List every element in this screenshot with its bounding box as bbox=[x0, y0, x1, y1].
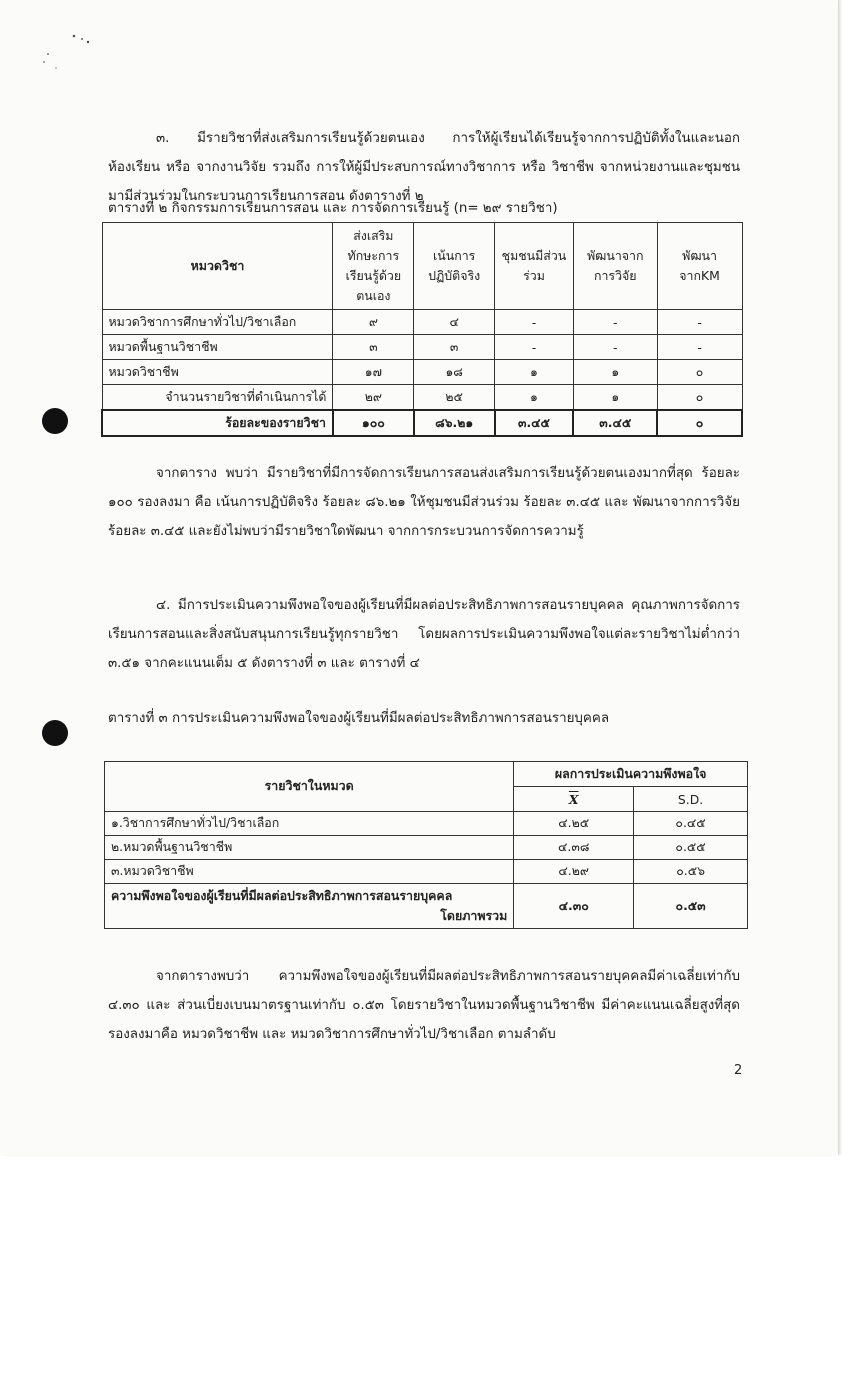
row-label: ๑.วิชาการศึกษาทั่วไป/วิชาเลือก bbox=[105, 812, 514, 836]
table-row bbox=[105, 836, 748, 860]
header-self-learning: ส่งเสริมทักษะการเรียนรู้ด้วยตนเอง bbox=[333, 223, 414, 310]
table-cell: ๑ bbox=[495, 360, 574, 385]
table-cell: ๙ bbox=[333, 310, 414, 335]
table-row bbox=[102, 335, 742, 360]
table-cell: ๑๘ bbox=[414, 360, 495, 385]
table-header-row bbox=[102, 223, 742, 310]
table-row bbox=[105, 812, 748, 836]
table-cell: ๒๙ bbox=[333, 385, 414, 411]
table-cell: ๐ bbox=[657, 360, 742, 385]
table-cell: ๓.๔๕ bbox=[495, 410, 574, 436]
header-category: หมวดวิชา bbox=[102, 223, 333, 310]
table-cell: ๑๗ bbox=[333, 360, 414, 385]
table-cell: - bbox=[573, 335, 657, 360]
table-cell: ๔ bbox=[414, 310, 495, 335]
table3-caption: ตารางที่ ๓ การประเมินความพึงพอใจของผู้เรียนที่มีผลต่อประสิทธิภาพการสอนรายบุคคล bbox=[108, 711, 610, 726]
table-cell: ๘๖.๒๑ bbox=[414, 410, 495, 436]
paragraph-table3-summary: จากตารางพบว่า ความพึงพอใจของผู้เรียนที่มีผลต่อประสิทธิภาพการสอนรายบุคคลมีค่าเฉลี่ยเท่ากับ ๔.๓๐ และ ส่วนเบี่ยงเบนมาตรฐานเท่ากับ ๐.๕๓ โดยรายวิชาในหมวดพื้นฐานวิชาชีพ มีค่าคะแนนเฉลี่ยสูงที่สุด รองลงมาคือ หมวดวิชาชีพ และ หมวดวิชาการศึกษาทั่วไป/วิชาเลือก ตามลำดับ bbox=[108, 969, 740, 1042]
row-label: ๒.หมวดพื้นฐานวิชาชีพ bbox=[105, 836, 514, 860]
table-cell: - bbox=[495, 310, 574, 335]
row-label: หมวดวิชาการศึกษาทั่วไป/วิชาเลือก bbox=[102, 310, 333, 335]
row-label: จำนวนรายวิชาที่ดำเนินการได้ bbox=[102, 385, 333, 411]
mean-cell: ๔.๓๘ bbox=[514, 836, 634, 860]
total-label-line1: ความพึงพอใจของผู้เรียนที่มีผลต่อประสิทธิภาพการสอนรายบุคคล bbox=[111, 888, 453, 903]
table-cell: ๐ bbox=[657, 385, 742, 411]
header-result: ผลการประเมินความพึงพอใจ bbox=[514, 762, 748, 787]
mean-symbol: $\overline{X}$ bbox=[568, 791, 579, 807]
mean-cell: ๔.๒๙ bbox=[514, 860, 634, 884]
table-cell: - bbox=[495, 335, 574, 360]
mean-cell: ๔.๒๕ bbox=[514, 812, 634, 836]
table-cell: ๒๕ bbox=[414, 385, 495, 411]
paragraph-item-3: ๓. มีรายวิชาที่ส่งเสริมการเรียนรู้ด้วยตนเอง การให้ผู้เรียนได้เรียนรู้จากการปฏิบัติทั้งในและนอกห้องเรียน หรือ จากงานวิจัย รวมถึง การให้ผู้มีประสบการณ์ทางวิชาการ หรือ วิชาชีพ จากหน่วยงานและชุมชน มามีส่วนร่วมในกระบวนการเรียนการสอน ดังตารางที่ ๒ bbox=[108, 131, 740, 204]
total-mean: ๔.๓๐ bbox=[514, 884, 634, 929]
paragraph-item-4: ๔. มีการประเมินความพึงพอใจของผู้เรียนที่มีผลต่อประสิทธิภาพการสอนรายบุคคล คุณภาพการจัดการเรียนการสอนและสิ่งสนับสนุนการเรียนรู้ทุกรายวิชา โดยผลการประเมินความพึงพอใจแต่ละรายวิชาไม่ต่ำกว่า ๓.๕๑ จากคะแนนเต็ม ๕ ดังตารางที่ ๓ และ ตารางที่ ๔ bbox=[108, 598, 740, 671]
total-label-line2: โดยภาพรวม bbox=[440, 908, 508, 923]
header-km: พัฒนาจากKM bbox=[657, 223, 742, 310]
table2-caption: ตารางที่ ๒ กิจกรรมการเรียนการสอน และ การจัดการเรียนรู้ (n= ๒๙ รายวิชา) bbox=[108, 201, 558, 216]
table-row-percent bbox=[102, 410, 742, 436]
table-cell: ๓ bbox=[333, 335, 414, 360]
scan-specks bbox=[36, 30, 106, 74]
header-sd: S.D. bbox=[634, 787, 748, 812]
page-number: 2 bbox=[734, 1063, 743, 1078]
table-row bbox=[105, 860, 748, 884]
table-cell: - bbox=[573, 310, 657, 335]
table-cell: ๑ bbox=[495, 385, 574, 411]
table-cell: ๐ bbox=[657, 410, 742, 436]
header-mean bbox=[514, 787, 634, 812]
total-label bbox=[105, 884, 514, 929]
punch-hole bbox=[42, 720, 68, 746]
table-row-total bbox=[105, 884, 748, 929]
row-label: ร้อยละของรายวิชา bbox=[102, 410, 333, 436]
table-cell: ๑๐๐ bbox=[333, 410, 414, 436]
table-row bbox=[102, 360, 742, 385]
table-cell: - bbox=[657, 310, 742, 335]
paragraph-table2-summary: จากตาราง พบว่า มีรายวิชาที่มีการจัดการเรียนการสอนส่งเสริมการเรียนรู้ด้วยตนเองมากที่สุด ร้อยละ ๑๐๐ รองลงมา คือ เน้นการปฏิบัติจริง ร้อยละ ๘๖.๒๑ ให้ชุมชนมีส่วนร่วม ร้อยละ ๓.๔๕ และ พัฒนาจากการวิจัย ร้อยละ ๓.๔๕ และยังไม่พบว่ามีรายวิชาใดพัฒนา จากการกระบวนการจัดการความรู้ bbox=[108, 466, 740, 539]
row-label: หมวดพื้นฐานวิชาชีพ bbox=[102, 335, 333, 360]
row-label: หมวดวิชาชีพ bbox=[102, 360, 333, 385]
header-practice: เน้นการปฏิบัติจริง bbox=[414, 223, 495, 310]
table-cell: ๓.๔๕ bbox=[573, 410, 657, 436]
activities-table bbox=[101, 222, 743, 437]
header-subject: รายวิชาในหมวด bbox=[105, 762, 514, 812]
table-row bbox=[102, 310, 742, 335]
row-label: ๓.หมวดวิชาชีพ bbox=[105, 860, 514, 884]
table-cell: ๓ bbox=[414, 335, 495, 360]
header-research: พัฒนาจากการวิจัย bbox=[573, 223, 657, 310]
total-sd: ๐.๕๓ bbox=[634, 884, 748, 929]
sd-cell: ๐.๕๖ bbox=[634, 860, 748, 884]
table-cell: ๑ bbox=[573, 385, 657, 411]
table-cell: - bbox=[657, 335, 742, 360]
table-header-row bbox=[105, 762, 748, 787]
table-cell: ๑ bbox=[573, 360, 657, 385]
table-row bbox=[102, 385, 742, 411]
header-community: ชุมชนมีส่วนร่วม bbox=[495, 223, 574, 310]
sd-cell: ๐.๔๕ bbox=[634, 812, 748, 836]
satisfaction-table bbox=[104, 761, 748, 929]
sd-cell: ๐.๕๕ bbox=[634, 836, 748, 860]
punch-hole bbox=[42, 408, 68, 434]
